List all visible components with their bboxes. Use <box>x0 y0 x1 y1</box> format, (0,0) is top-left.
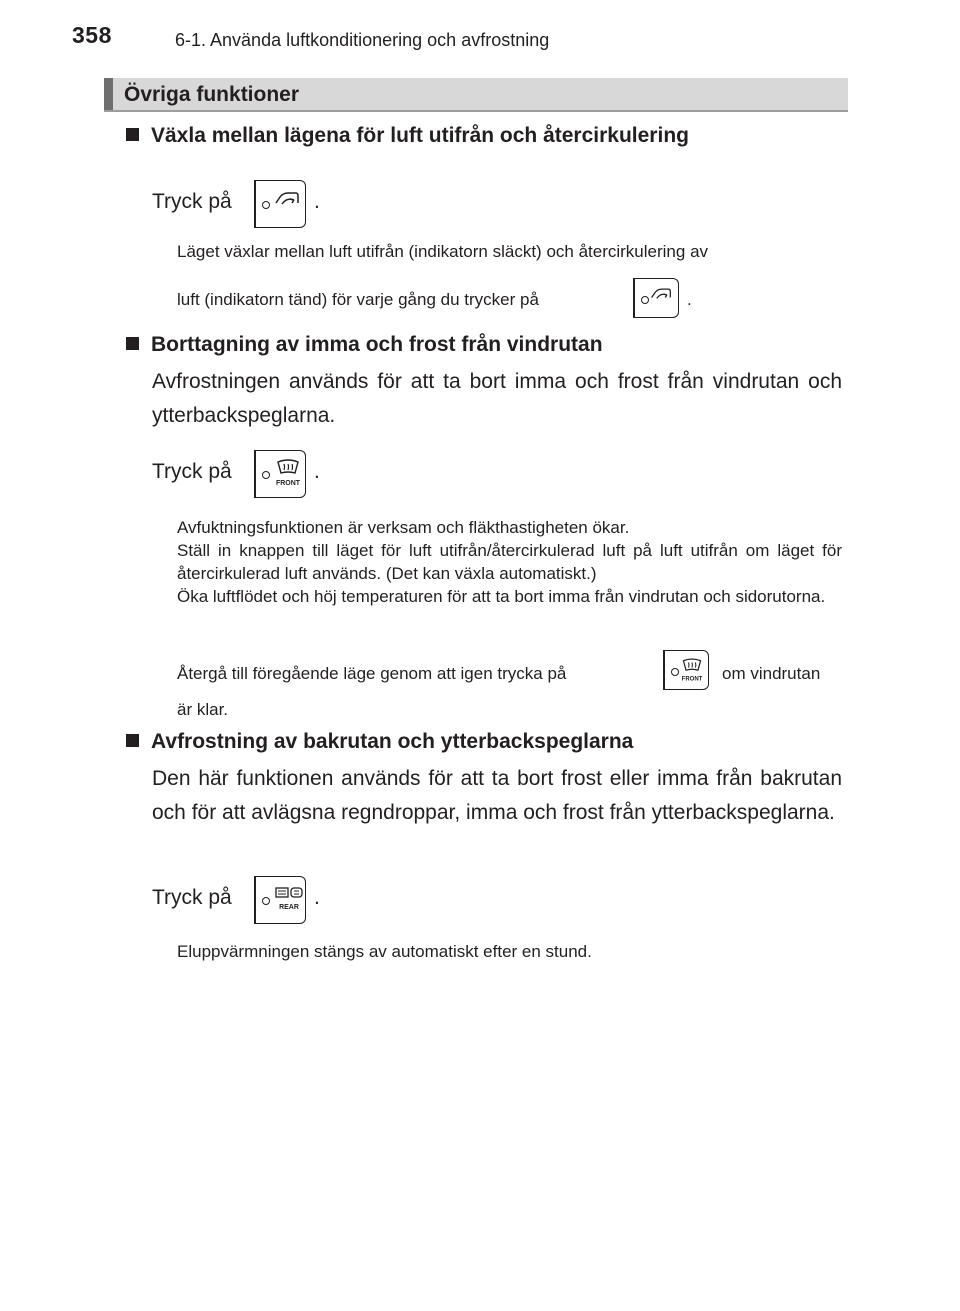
indicator-led-icon <box>641 296 649 304</box>
front-return-line1 <box>177 664 821 684</box>
period: . <box>314 190 320 213</box>
recirc-button <box>254 180 306 228</box>
front-label: FRONT <box>681 676 703 683</box>
rear-defroster-button <box>254 876 306 924</box>
period: . <box>314 460 320 483</box>
page-number: 358 <box>72 22 112 48</box>
front-defrost-note-3: Öka luftflödet och höj temperaturen för att ta bort imma från vindrutan och sidorutorna. <box>177 587 826 606</box>
section-bar-edge <box>104 78 113 110</box>
recirc-note-line2-text: luft (indikatorn tänd) för varje gång du trycker på <box>177 290 539 309</box>
front-defrost-note-1: Avfuktningsfunktionen är verksam och fläkthastigheten ökar. <box>177 518 630 537</box>
period: . <box>314 886 320 909</box>
bullet-square-icon <box>126 734 139 747</box>
recirculation-icon <box>274 189 300 211</box>
front-return-end: om vindrutan <box>722 664 821 683</box>
rear-label: REAR <box>279 904 299 911</box>
front-return-line2: är klar. <box>177 700 229 719</box>
bullet-square-icon <box>126 128 139 141</box>
front-defroster-icon <box>680 657 704 685</box>
recirc-heading-text: Växla mellan lägena för luft utifrån och återcirkulering <box>151 124 689 147</box>
press-label: Tryck på <box>152 190 232 213</box>
rear-defrost-heading <box>126 730 633 754</box>
recirculation-icon <box>650 285 672 305</box>
recirc-button-inline <box>633 278 679 318</box>
period: . <box>687 290 692 309</box>
rear-defrost-heading-text: Avfrostning av bakrutan och ytterbackspeglarna <box>151 730 634 753</box>
rear-defrost-body: Den här funktionen används för att ta bort frost eller imma från bakrutan och för att avlägsna regndroppar, imma och frost från ytterbackspeglarna. <box>152 767 842 824</box>
press-label: Tryck på <box>152 460 232 483</box>
rear-defroster-icon <box>274 885 304 915</box>
front-defroster-button <box>254 450 306 498</box>
front-defrost-heading <box>126 333 603 357</box>
front-defrost-note <box>177 516 842 608</box>
rear-defrost-note: Eluppvärmningen stängs av automatiskt efter en stund. <box>177 942 592 961</box>
front-defrost-heading-text: Borttagning av imma och frost från vindrutan <box>151 333 603 356</box>
chapter-title: 6-1. Använda luftkonditionering och avfrostning <box>175 30 550 50</box>
bullet-square-icon <box>126 337 139 350</box>
indicator-led-icon <box>671 668 679 676</box>
front-return-text: Återgå till föregående läge genom att igen trycka på <box>177 664 567 683</box>
recirc-note-line2 <box>177 290 692 310</box>
section-title: Övriga funktioner <box>124 83 300 106</box>
indicator-led-icon <box>262 897 270 905</box>
front-label: FRONT <box>275 480 301 487</box>
front-defrost-body: Avfrostningen används för att ta bort imma och frost från vindrutan och ytterbackspeglarna. <box>152 370 842 427</box>
front-defroster-icon <box>274 459 302 489</box>
front-defrost-note-2: Ställ in knappen till läget för luft utifrån/återcirkulerad luft på luft utifrån om läget för återcirkulerad luft används. (Det kan växla automatiskt.) <box>177 541 842 583</box>
indicator-led-icon <box>262 201 270 209</box>
indicator-led-icon <box>262 471 270 479</box>
recirc-note-line1: Läget växlar mellan luft utifrån (indikatorn släckt) och återcirkulering av <box>177 242 709 261</box>
press-label: Tryck på <box>152 886 232 909</box>
recirc-heading <box>126 124 689 148</box>
section-bar <box>104 78 848 112</box>
front-defroster-button-inline <box>663 650 709 690</box>
